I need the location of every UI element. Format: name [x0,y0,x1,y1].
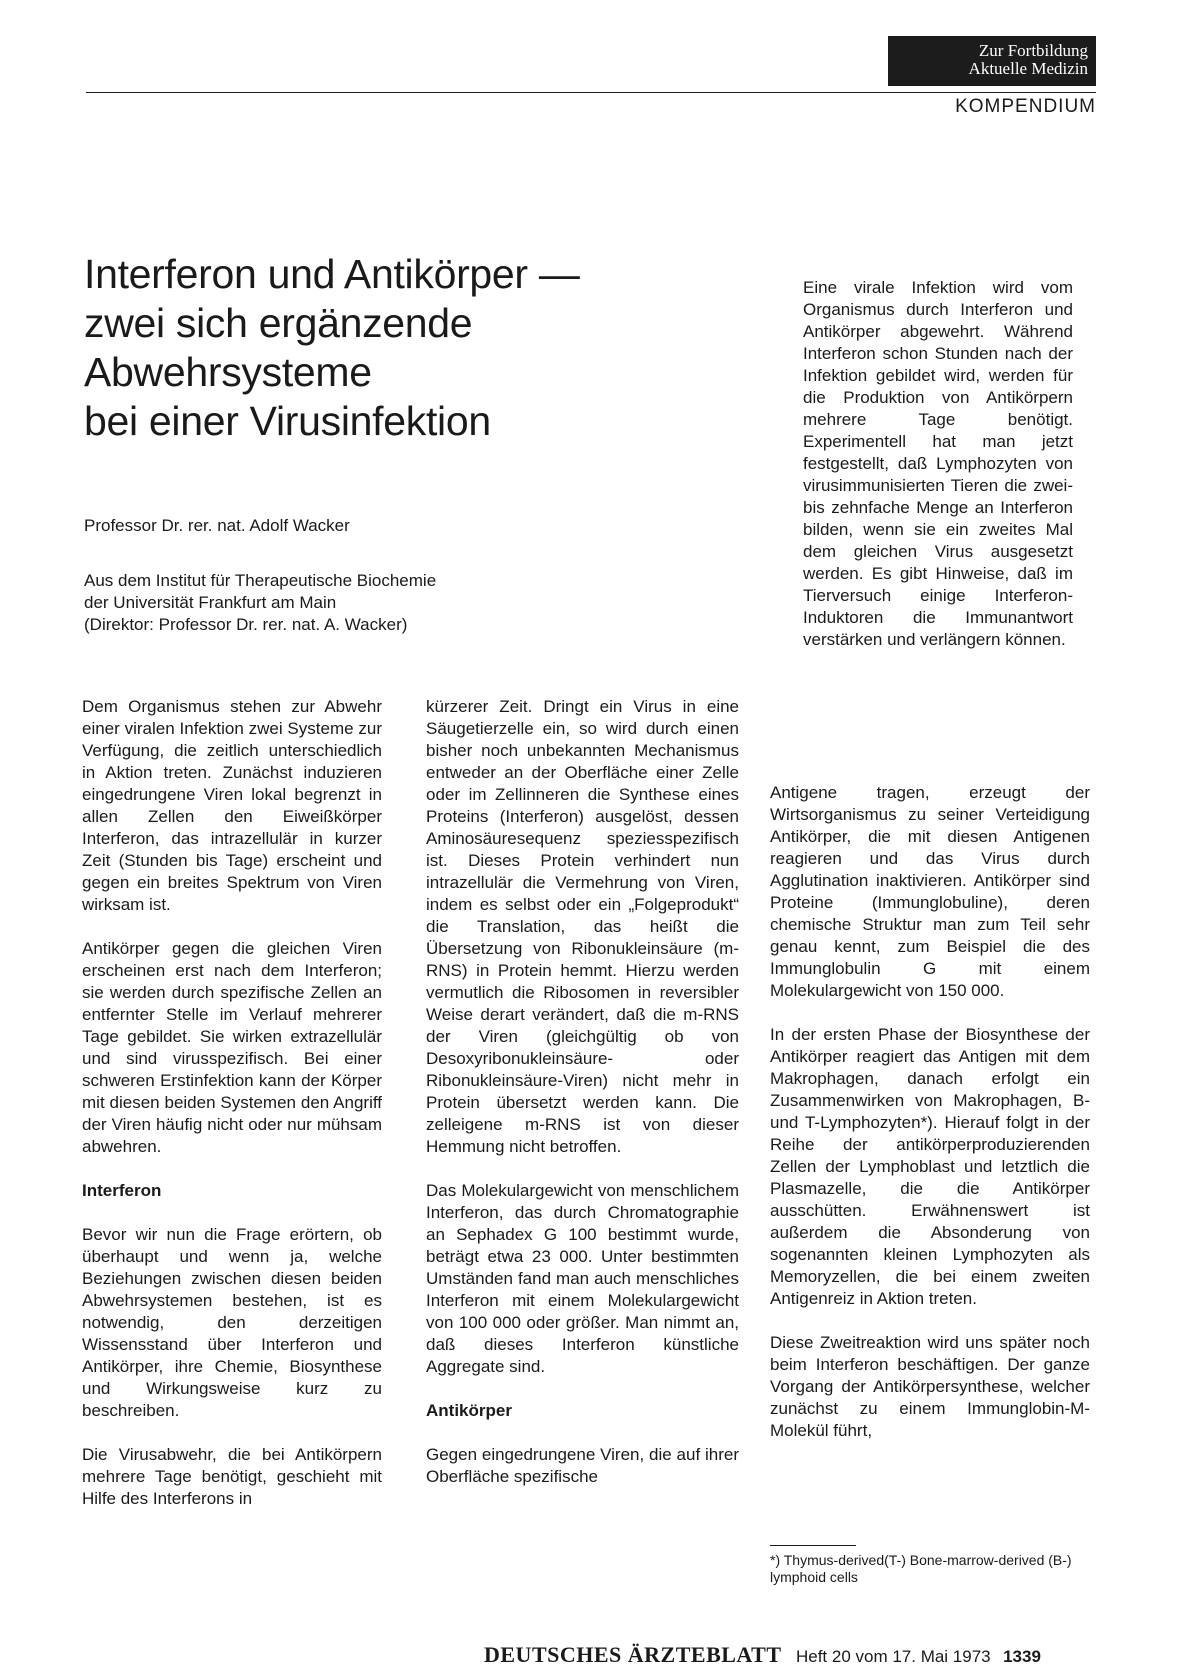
footnote-rule [770,1545,856,1546]
section-heading-interferon: Interferon [82,1181,162,1200]
page-footer [484,1642,1041,1668]
paragraph: Antigene tragen, erzeugt der Wirtsorganismus zu seiner Verteidigung Antikörper, die mit diesen Antigenen reagieren und das Virus durch Agglutination inaktivieren. Antikörper sind Proteine (Immunglobuline), deren chemische Struktur man zum Teil sehr genau kennt, zum Beispiel die des Immunglobulin G mit einem Molekulargewicht von 150 000. [770,783,1090,1000]
paragraph: Diese Zweitreaktion wird uns später noch beim Interferon beschäftigen. Der ganze Vorgang der Antikörpersynthese, welcher zunächst zu einem Immunglobin-M-Molekül führt, [770,1333,1090,1440]
body-column-1 [82,696,382,1532]
paragraph: kürzerer Zeit. Dringt ein Virus in eine Säugetierzelle ein, so wird durch einen bisher noch unbekannten Mechanismus entweder an der Oberfläche einer Zelle oder im Zellinneren die Synthese eines Proteins (Interferon) ausgelöst, dessen Aminosäuresequenz speziesspezifisch ist. Dieses Protein verhindert nun intrazellulär die Vermehrung von Viren, indem es selbst oder ein „Folgeprodukt“ die Translation, das heißt die Übersetzung von Ribonukleinsäure (m-RNS) in Protein hemmt. Hierzu werden vermutlich die Ribosomen in reversibler Weise derart verändert, daß die m-RNS der Viren (gleichgültig ob von Desoxyribonukleinsäure- oder Ribonukleinsäure-Viren) nicht mehr in Protein übersetzt werden kann. Die zelleigene m-RNS ist von dieser Hemmung nicht betroffen. [426,697,739,1156]
author: Professor Dr. rer. nat. Adolf Wacker [84,516,350,535]
footnote: *) Thymus-derived(T-) Bone-marrow-derived (B-) lymphoid cells [770,1552,1072,1585]
title-line: zwei sich ergänzende [84,300,473,346]
journal-name: DEUTSCHES ÄRZTEBLATT [484,1642,782,1667]
affiliation [84,570,436,636]
paragraph: Das Molekulargewicht von menschlichem Interferon, das durch Chromatographie an Sephadex G 100 bestimmt wurde, beträgt etwa 23 000. Unter bestimmten Umständen fand man auch menschliches Interferon mit einem Molekulargewicht von 100 000 oder größer. Man nimmt an, daß dieses Interferon künstliche Aggregate sind. [426,1181,739,1376]
paragraph: Dem Organismus stehen zur Abwehr einer viralen Infektion zwei Systeme zur Verfügung, die zeitlich unterschiedlich in Aktion treten. Zunächst induzieren eingedrungene Viren lokal begrenzt in allen Zellen den Eiweißkörper Interferon, das intrazellulär in kurzer Zeit (Stunden bis Tage) erscheint und gegen ein breites Spektrum von Viren wirksam ist. [82,697,382,914]
affiliation-line: (Direktor: Professor Dr. rer. nat. A. Wacker) [84,615,408,634]
body-column-3 [770,782,1090,1464]
abstract: Eine virale Infektion wird vom Organismus durch Interferon und Antikörper abgewehrt. Während Interferon schon Stunden nach der Infektion gebildet wird, werden für die Produktion von Antikörpern mehrere Tage benötigt. Experimentell hat man jetzt festgestellt, daß Lymphozyten von virusimmunisierten Tieren die zwei- bis zehnfache Menge an Interferon bilden, wenn sie ein zweites Mal dem gleichen Virus ausgesetzt werden. Es gibt Hinweise, daß im Tierversuch einige Interferon-Induktoren die Immunantwort verstärken und verlängern können. [803,278,1073,649]
article-title [84,250,724,446]
affiliation-line: Aus dem Institut für Therapeutische Biochemie [84,571,437,590]
affiliation-line: der Universität Frankfurt am Main [84,593,337,612]
paragraph: Die Virusabwehr, die bei Antikörpern mehrere Tage benötigt, geschieht mit Hilfe des Interferons in [82,1445,382,1508]
section-label: KOMPENDIUM [955,96,1096,117]
paragraph: In der ersten Phase der Biosynthese der Antikörper reagiert das Antigen mit dem Makrophagen, danach erfolgt ein Zusammenwirken von Makrophagen, B- und T-Lymphozyten*). Hierauf folgt in der Reihe der antikörperproduzierenden Zellen der Lymphoblast und letztlich die Plasmazelle, die die Antikörper ausschütten. Erwähnenswert ist außerdem die Absonderung von sogenannten kleinen Lymphozyten als Memoryzellen, die bei einem zweiten Antigenreiz in Aktion treten. [770,1025,1090,1308]
page-number: 1339 [1003,1647,1041,1666]
title-line: Abwehrsysteme [84,349,372,395]
header-rule [86,92,1096,93]
paragraph: Antikörper gegen die gleichen Viren erscheinen erst nach dem Interferon; sie werden durch spezifische Zellen an entfernter Stelle im Verlauf mehrerer Tage gebildet. Sie wirken extrazellulär und sind virusspezifisch. Bei einer schweren Erstinfektion kann der Körper mit diesen beiden Systemen den Angriff der Viren häufig nicht oder nur mühsam abwehren. [82,939,382,1156]
badge-line-1: Zur Fortbildung [978,41,1088,60]
badge-line-2: Aktuelle Medizin [968,59,1088,78]
body-column-2 [426,696,739,1510]
paragraph: Gegen eingedrungene Viren, die auf ihrer Oberfläche spezifische [426,1445,739,1486]
issue-info: Heft 20 vom 17. Mai 1973 [795,1647,991,1666]
title-line: Interferon und Antikörper — [84,251,580,297]
section-badge [888,36,1096,86]
section-heading-antikoerper: Antikörper [426,1401,512,1420]
title-line: bei einer Virusinfektion [84,398,491,444]
paragraph: Bevor wir nun die Frage erörtern, ob überhaupt und wenn ja, welche Beziehungen zwischen diesen beiden Abwehrsystemen bestehen, ist es notwendig, den derzeitigen Wissensstand über Interferon und Antikörper, ihre Chemie, Biosynthese und Wirkungsweise kurz zu beschreiben. [82,1225,382,1420]
